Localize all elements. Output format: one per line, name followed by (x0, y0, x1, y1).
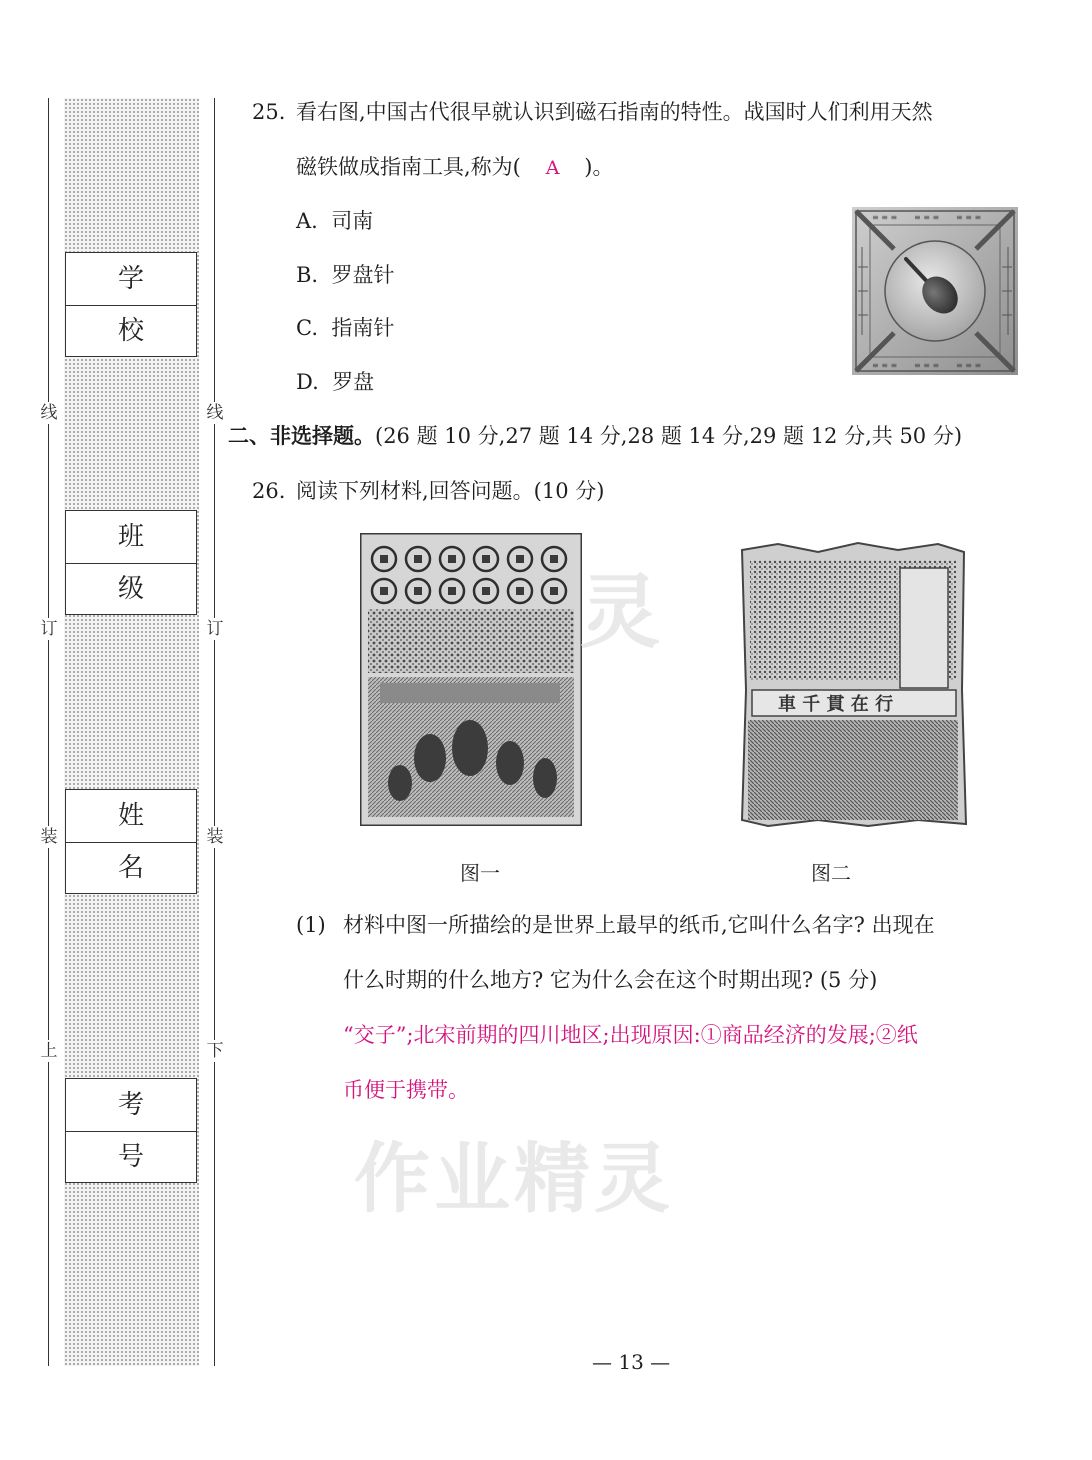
svg-text:≡ ≡ ≡: ≡ ≡ ≡ (956, 361, 982, 370)
svg-text:≡ ≡ ≡: ≡ ≡ ≡ (956, 213, 982, 222)
watermark-small: 灵 (580, 566, 660, 659)
exam-number-box (65, 1078, 197, 1183)
q25-option-c[interactable] (296, 313, 394, 343)
exam-number-label: 考 号 (66, 1079, 196, 1132)
figure2-banknote-image (738, 540, 968, 827)
name-label: 姓 名 (66, 790, 196, 843)
margin-outer-line-right (214, 98, 215, 1366)
figure1-caption: 图一 (460, 861, 500, 885)
q26-sub1-line1: 材料中图一所描绘的是世界上最早的纸币,它叫什么名字? 出现在 (343, 913, 935, 937)
q26-sub1-label: (1) (296, 913, 326, 937)
school-box (65, 252, 197, 357)
q25-line2 (296, 152, 613, 183)
name-box (65, 789, 197, 894)
svg-text:≡ ≡ ≡: ≡ ≡ ≡ (872, 213, 898, 222)
margin-outer-line-left (48, 98, 49, 1366)
left-cut-char: 线 (38, 402, 60, 424)
figure1-jiaozi-image (360, 533, 582, 826)
q26-sub1-line2: 什么时期的什么地方? 它为什么会在这个时期出现? (5 分) (343, 968, 878, 992)
q25-line1: 看右图,中国古代很早就认识到磁石指南的特性。战国时人们利用天然 (296, 100, 933, 124)
svg-text:車 千 貫 在 行: 車 千 貫 在 行 (778, 694, 894, 715)
q26-answer-line1: “交子”;北宋前期的四川地区;出现原因:①商品经济的发展;②纸 (343, 1023, 918, 1047)
option-text: 指南针 (331, 316, 395, 340)
left-cut-char: 上 (38, 1040, 60, 1062)
class-label: 班 级 (66, 511, 196, 564)
option-text: 罗盘 (332, 370, 375, 394)
q25-line2-before: 磁铁做成指南工具,称为( (296, 155, 521, 179)
class-box (65, 510, 197, 615)
section2-heading (228, 421, 962, 451)
svg-text:≡ ≡ ≡: ≡ ≡ ≡ (914, 361, 940, 370)
watermark-large: 作业精灵 (354, 1134, 674, 1223)
option-key: A. (296, 209, 318, 233)
q25-number: 25. (252, 100, 286, 124)
q25-option-b[interactable] (296, 260, 394, 290)
q26-number: 26. (252, 479, 286, 503)
page-number: — 13 — (592, 1350, 671, 1374)
q25-answer: A (545, 157, 560, 179)
right-cut-char: 装 (204, 826, 226, 848)
q25-option-d[interactable] (296, 367, 374, 397)
option-key: B. (296, 263, 319, 287)
q25-option-a[interactable] (296, 206, 373, 236)
q26-answer-line2: 币便于携带。 (343, 1078, 469, 1102)
option-text: 罗盘针 (331, 263, 395, 287)
q25-line2-after: )。 (584, 155, 614, 179)
option-text: 司南 (331, 209, 374, 233)
svg-text:≡ ≡ ≡: ≡ ≡ ≡ (914, 213, 940, 222)
figure2-caption: 图二 (811, 861, 851, 885)
option-key: D. (296, 370, 319, 394)
right-cut-char: 下 (204, 1040, 226, 1062)
right-cut-char: 订 (204, 618, 226, 640)
sinan-compass-image (852, 207, 1018, 375)
section2-detail: (26 题 10 分,27 题 14 分,28 题 14 分,29 题 12 分,共 50 分) (375, 424, 963, 448)
right-cut-char: 线 (204, 402, 226, 424)
svg-text:≡ ≡ ≡: ≡ ≡ ≡ (872, 361, 898, 370)
section2-title: 二、非选择题。 (228, 424, 375, 448)
q26-stem: 阅读下列材料,回答问题。(10 分) (296, 479, 605, 503)
left-cut-char: 装 (38, 826, 60, 848)
option-key: C. (296, 316, 318, 340)
left-cut-char: 订 (38, 618, 60, 640)
school-label: 学 校 (66, 253, 196, 306)
